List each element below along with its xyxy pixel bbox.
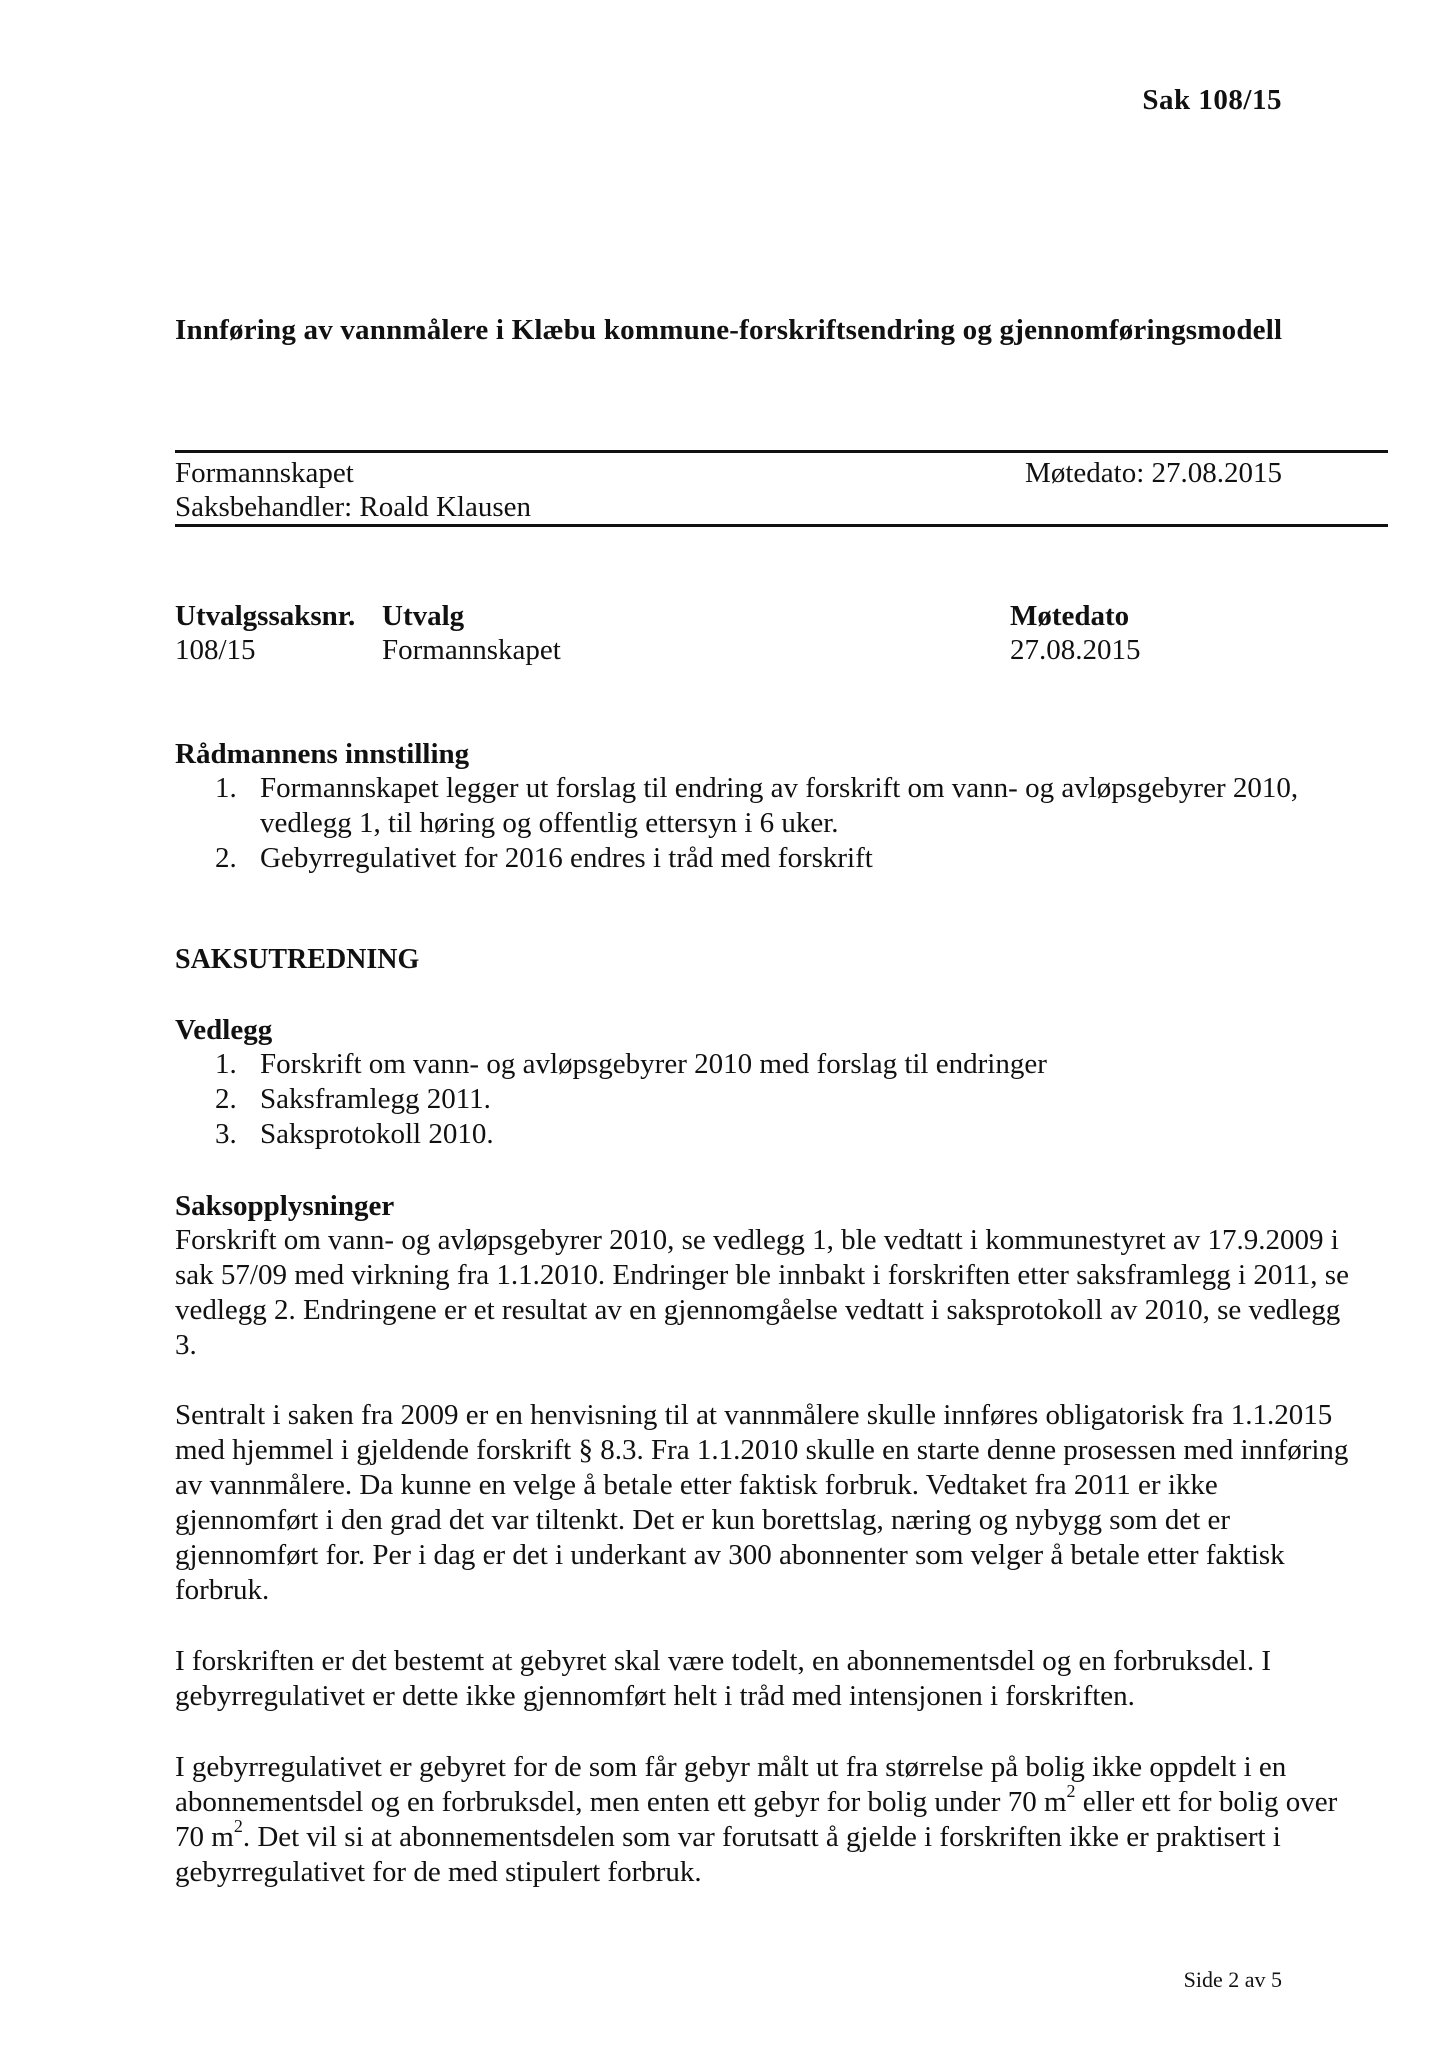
- page-number: Side 2 av 5: [1183, 1967, 1282, 1992]
- case-number: Sak 108/15: [1142, 84, 1282, 116]
- list-item: [175, 1117, 1315, 1152]
- list-item: [175, 1082, 1315, 1117]
- body-paragraph: [175, 1750, 1355, 1890]
- recommendation-heading: Rådmannens innstilling: [175, 738, 470, 770]
- section-heading-saksutredning: SAKSUTREDNING: [175, 944, 420, 975]
- body-paragraph: I forskriften er det bestemt at gebyret skal være todelt, en abonnementsdel og en forbruksdel. I gebyrregulativet er dette ikke gjennomført helt i tråd med intensjonen i forskriften.: [175, 1645, 1272, 1712]
- list-item-text: Saksprotokoll 2010.: [260, 1118, 494, 1150]
- paragraph-text: eller ett for bolig over 70 m: [175, 1786, 1338, 1853]
- superscript: 2: [1066, 1781, 1076, 1802]
- list-item-text: Saksframlegg 2011.: [260, 1083, 491, 1115]
- table-cell-meeting-date: 27.08.2015: [1010, 634, 1141, 666]
- list-item-text: Formannskapet legger ut forslag til endring av forskrift om vann- og avløpsgebyrer 2010, vedlegg 1, til høring og offentlig ettersyn i 6 uker.: [260, 772, 1299, 839]
- recommendation-list: [175, 771, 1315, 876]
- committee-name: Formannskapet: [175, 457, 354, 489]
- meeting-date: Møtedato: 27.08.2015: [1025, 457, 1282, 489]
- table-header-committee: Utvalg: [382, 600, 465, 632]
- list-item-number: 1.: [215, 1048, 237, 1080]
- top-divider: [175, 450, 1388, 453]
- bottom-divider: [175, 524, 1388, 527]
- superscript: 2: [233, 1816, 243, 1837]
- list-item-number: 1.: [215, 772, 237, 804]
- list-item: [175, 771, 1315, 841]
- case-officer: Saksbehandler: Roald Klausen: [175, 491, 531, 523]
- list-item-text: Forskrift om vann- og avløpsgebyrer 2010 med forslag til endringer: [260, 1048, 1047, 1080]
- list-item-number: 3.: [215, 1118, 237, 1150]
- case-information-heading: Saksopplysninger: [175, 1190, 395, 1222]
- table-cell-case-no: 108/15: [175, 634, 256, 666]
- list-item-number: 2.: [215, 1083, 237, 1115]
- body-paragraph: Sentralt i saken fra 2009 er en henvisning til at vannmålere skulle innføres obligatorisk fra 1.1.2015 med hjemmel i gjeldende forskrift § 8.3. Fra 1.1.2010 skulle en starte denne prosessen med innføring av vannmålere. Da kunne en velge å betale etter faktisk forbruk. Vedtaket fra 2011 er ikke gjennomført i den grad det var tiltenkt. Det er kun borettslag, næring og nybygg som det er gjennomført for. Per i dag er det i underkant av 300 abonnenter som velger å betale etter faktisk forbruk.: [175, 1399, 1349, 1606]
- table-header-meeting-date: Møtedato: [1010, 600, 1130, 632]
- paragraph-text: . Det vil si at abonnementsdelen som var forutsatt å gjelde i forskriften ikke er praktisert i gebyrregulativet for de med stipulert forbruk.: [175, 1821, 1281, 1888]
- paragraph-text: I gebyrregulativet er gebyret for de som får gebyr målt ut fra størrelse på bolig ikke oppdelt i en abonnementsdel og en forbruksdel, men enten ett gebyr for bolig under 70 m: [175, 1751, 1287, 1818]
- list-item-text: Gebyrregulativet for 2016 endres i tråd med forskrift: [260, 842, 873, 874]
- attachments-list: [175, 1047, 1315, 1152]
- list-item: [175, 841, 1315, 876]
- table-header-case-no: Utvalgssaksnr.: [175, 600, 356, 632]
- list-item-number: 2.: [215, 842, 237, 874]
- table-cell-committee: Formannskapet: [382, 634, 561, 666]
- document-title: Innføring av vannmålere i Klæbu kommune-forskriftsendring og gjennomføringsmodell: [175, 314, 1283, 346]
- list-item: [175, 1047, 1315, 1082]
- body-paragraph: Forskrift om vann- og avløpsgebyrer 2010, se vedlegg 1, ble vedtatt i kommunestyret av 17.9.2009 i sak 57/09 med virkning fra 1.1.2010. Endringer ble innbakt i forskriften etter saksframlegg i 2011, se vedlegg 2. Endringene er et resultat av en gjennomgåelse vedtatt i saksprotokoll av 2010, se vedlegg 3.: [175, 1224, 1349, 1361]
- attachments-heading: Vedlegg: [175, 1014, 273, 1046]
